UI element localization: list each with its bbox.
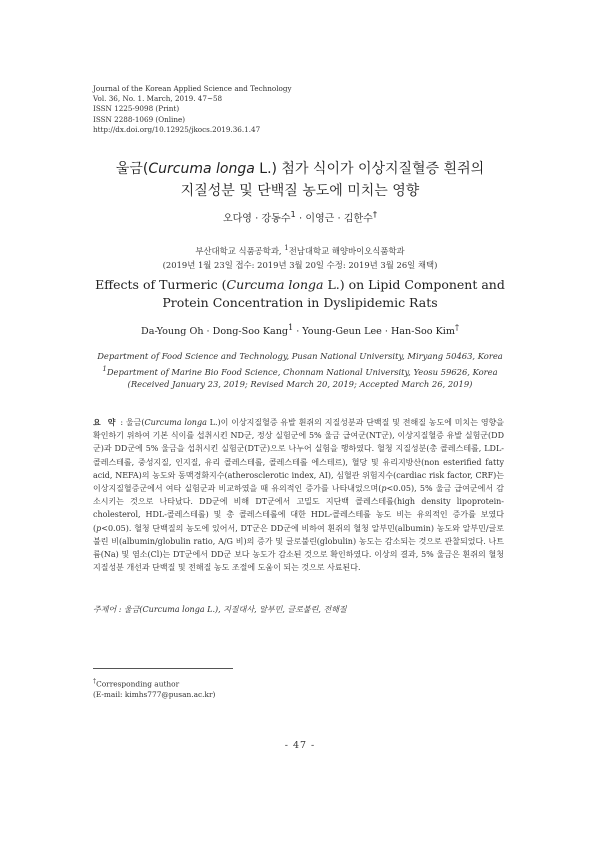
korean-affiliation: 부산대학교 식품공학과, $^1$전남대학교 해양바이오식품학과 (2019년 1월 23일 접수: 2019년 3월 20일 수정: 2019년 3월 26일 채택)	[0, 241, 600, 272]
abstract: 요 약 : 울금(Curcuma longa L.)이 이상지질혈증 유발 흰쥐의 지질성분과 단백질 및 전해질 농도에 미치는 영향을 확인하기 위하여 기본 식이를 섭취시킨 ND군, 정상 실험군에 5% 울금 급여군(NT군), 이상지질혈증 유발 실험군(DD군)과 DD군에 5% 울금을 섭취시킨 실험군(DT군)으로 나누어 실험을 행하였다. 혈청 지질성분(총 콜레스테롤, LDL-콜레스테롤, 중성지질, 인지질, 유리 콜레스테롤, 콜레스테롤 에스테르), 혈당 및 유리지방산(non esterified fatty acid, NEFA)의 농도와 동맥경화지수(atherosclerotic index, AI), 심혈관 위험지수(cardiac risk factor, CRF)는 이상지질혈증군에서 여타 실험군과 비교하였을 때 유의적인 증가를 나타내었으며(p<0.05), 5% 울금 급여군에서 감소시키는 것으로 나타났다. DD군에 비해 DT군에서 고밀도 지단백 콜레스테롤(high density lipoprotein-cholesterol, HDL-콜레스테롤) 및 총 콜레스테롤에 대한 HDL-콜레스테롤 농도 비는 유의적인 증가를 보였다(p<0.05). 혈청 단백질의 농도에 있어서, DT군은 DD군에 비하여 흰쥐의 혈청 알부민(albumin) 농도와 알부민/글로불린 비(albumin/globulin ratio, A/G 비)의 증가 및 글로불린(globulin) 농도는 감소되는 것으로 관찰되었다. 나트륨(Na) 및 염소(Cl)는 DT군에서 DD군 보다 농도가 감소된 것으로 확인하였다. 이상의 결과, 5% 울금은 흰쥐의 혈청 지질성분 개선과 단백질 및 전해질 농도 조절에 도움이 되는 것으로 사료된다.	[93, 418, 505, 573]
korean-title: 울금(Curcuma longa L.) 첨가 식이가 이상지질혈증 흰쥐의 지질성분 및 단백질 농도에 미치는 영향	[115, 161, 485, 199]
issn-online: ISSN 2288-1069 (Online)	[93, 114, 186, 124]
issn-print: ISSN 1225-9098 (Print)	[93, 104, 180, 114]
abstract-label: 요 약	[93, 418, 118, 427]
english-authors: Da-Young Oh · Dong-Soo Kang$^1$ · Young-Geun Lee · Han-Soo Kim†	[141, 323, 459, 338]
korean-dates: (2019년 1월 23일 접수: 2019년 3월 20일 수정: 2019년 3월 26일 채택)	[162, 259, 438, 270]
page-number: - 47 -	[284, 740, 316, 751]
journal-name: Journal of the Korean Applied Science and Technology	[93, 84, 292, 93]
keywords-label: 주제어 :	[93, 605, 124, 614]
korean-authors: 오다영 · 강동수$^1$ · 이영근 · 김한수†	[222, 209, 378, 225]
footnote: †Corresponding author (E-mail: kimhs777@pusan.ac.kr)	[93, 678, 216, 700]
journal-volume: Vol. 36, No. 1. March, 2019. 47~58	[93, 94, 223, 104]
doi-link[interactable]: http://dx.doi.org/10.12925/jkocs.2019.36.1.47	[93, 124, 261, 134]
keywords: 주제어 : 울금(Curcuma longa L.), 지질대사, 알부민, 글로불린, 전해질	[93, 605, 347, 614]
journal-meta	[93, 84, 292, 135]
corresponding-email: (E-mail: kimhs777@pusan.ac.kr)	[93, 690, 216, 700]
english-title: Effects of Turmeric (Curcuma longa L.) on Lipid Component and Protein Concentration in Dyslipidemic Rats	[95, 277, 505, 310]
english-affiliation: Department of Food Science and Technology, Pusan National University, Miryang 50463, Korea $^1$Department of Marine Bio Food Science, Chonnam National University, Yeosu 59626, Korea (Received January 23, 2019; Revised March 20, 2019; Accepted March 26, 2019)	[0, 350, 600, 391]
footnote-divider	[93, 668, 233, 669]
english-dates: (Received January 23, 2019; Revised March 20, 2019; Accepted March 26, 2019)	[127, 379, 473, 390]
